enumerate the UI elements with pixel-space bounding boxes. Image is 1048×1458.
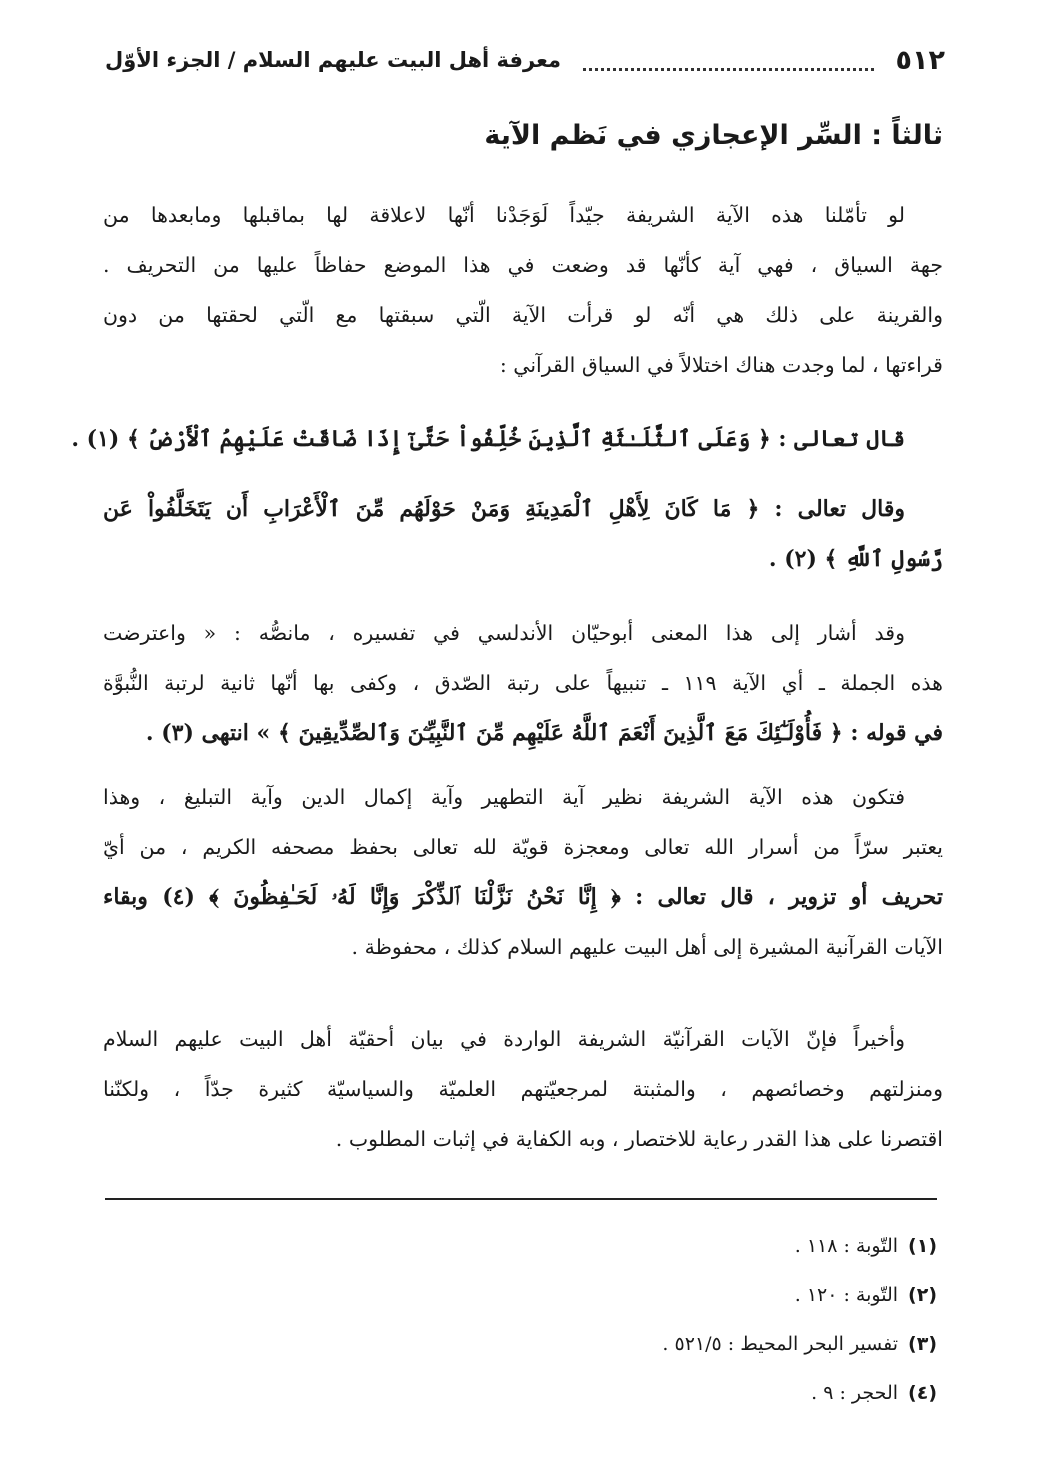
text-line: اقتصرنا على هذا القدر رعاية للاختصار ، وبه الكفاية في إثبات المطلوب .	[335, 1127, 943, 1151]
footnotes	[105, 1222, 937, 1418]
quran-verse-line: في قوله : ﴿ فَأُوْلَـٰٓئِكَ مَعَ ٱلَّذِينَ أَنْعَمَ ٱللَّهُ عَلَيْهِم مِّنَ ٱلنَّبِيِّـۧنَ وَٱلصِّدِّيقِينَ ﴾ » انتهى (٣) .	[145, 720, 943, 746]
section-heading: ثالثاً : السِّر الإعجازي في نَظم الآية	[484, 120, 943, 151]
paragraph-3	[103, 484, 943, 584]
text-line: لو تأمّلنا هذه الآية الشريفة جيّداً لَوَجَدْنا أنّها لاعلاقة لها بماقبلها ومابعدها من	[103, 203, 905, 227]
footnote-number: (٤)	[908, 1382, 937, 1404]
text-line: وقد أشار إلى هذا المعنى أبوحيّان الأندلسي في تفسيره ، مانصُّه : « واعترضت	[103, 621, 905, 645]
text-line: وأخيراً فإنّ الآيات القرآنيّة الشريفة الواردة في بيان أحقيّة أهل البيت عليهم السلام	[103, 1027, 905, 1051]
quran-verse-line: قال تعالى : ﴿ وَعَلَى ٱلثَّلَـٰثَةِ ٱلَّذِينَ خُلِّفُواْ حَتَّىٰٓ إِذَا ضَاقَتْ عَلَيْهِمُ ٱلْأَرْضُ ﴾ (١) .	[71, 426, 905, 452]
footnote-number: (١)	[908, 1235, 937, 1257]
paragraph-2	[71, 414, 943, 464]
text-line: قراءتها ، لما وجدت هناك اختلالاً في السياق القرآني :	[499, 353, 943, 377]
footnote-text: التّوبة : ١١٨ .	[794, 1235, 899, 1257]
paragraph-6	[103, 1014, 943, 1164]
quran-verse-line: وقال تعالى : ﴿ مَا كَانَ لِأَهْلِ ٱلْمَدِينَةِ وَمَنْ حَوْلَهُم مِّنَ ٱلْأَعْرَابِ أَن يَتَخَلَّفُواْ عَن	[103, 496, 905, 522]
quran-verse-line: رَّسُولِ ٱللَّهِ ﴾ (٢) .	[768, 546, 943, 572]
text-line: ومنزلتهم وخصائصهم ، والمثبتة لمرجعيّتهم العلميّة والسياسيّة كثيرة جدّاً ، ولكنّنا	[103, 1077, 943, 1101]
footnote-number: (٣)	[908, 1333, 937, 1355]
paragraph-1	[103, 190, 943, 390]
footnote-number: (٢)	[908, 1284, 937, 1306]
text-line: يعتبر سرّاً من أسرار الله تعالى ومعجزة قويّة لله تعالى بحفظ مصحفه الكريم ، من أيّ	[103, 835, 943, 859]
footnote-item	[105, 1222, 937, 1271]
footnote-text: التّوبة : ١٢٠ .	[794, 1284, 899, 1306]
footnote-item	[105, 1320, 937, 1369]
text-line: والقرينة على ذلك هي أنّه لو قرأت الآية الّتي سبقتها مع الّتي لحقتها من دون	[103, 303, 943, 327]
text-line: جهة السياق ، فهي آية كأنّها قد وضعت في هذا الموضع حفاظاً عليها من التحريف .	[103, 253, 943, 277]
running-title: معرفة أهل البيت عليهم السلام / الجزء الأوّل	[105, 48, 561, 72]
footnote-text: الحجر : ٩ .	[811, 1382, 899, 1404]
paragraph-5	[103, 772, 943, 972]
text-line: فتكون هذه الآية الشريفة نظير آية التطهير وآية إكمال الدين وآية التبليغ ، وهذا	[103, 785, 905, 809]
page-number: ٥١٢	[895, 44, 945, 76]
footnote-item	[105, 1271, 937, 1320]
quran-verse-line: تحريف أو تزوير ، قال تعالى : ﴿ إِنَّا نَحْنُ نَزَّلْنَا ٱلذِّكْرَ وَإِنَّا لَهُۥ لَحَـٰفِظُونَ ﴾ (٤) وبقاء	[103, 884, 943, 910]
footnote-item	[105, 1369, 937, 1418]
footnote-text: تفسير البحر المحيط : ٥٢١/٥ .	[662, 1333, 899, 1355]
footnote-separator	[105, 1198, 937, 1200]
text-line: هذه الجملة ـ أي الآية ١١٩ ـ تنبيهاً على رتبة الصّدق ، وكفى بها أنّها ثانية لرتبة النُّبوَّة	[103, 671, 943, 695]
text-line: الآيات القرآنية المشيرة إلى أهل البيت عليهم السلام كذلك ، محفوظة .	[351, 935, 943, 959]
paragraph-4	[103, 608, 943, 758]
header-dot-leader	[583, 50, 874, 71]
running-header	[105, 38, 945, 82]
